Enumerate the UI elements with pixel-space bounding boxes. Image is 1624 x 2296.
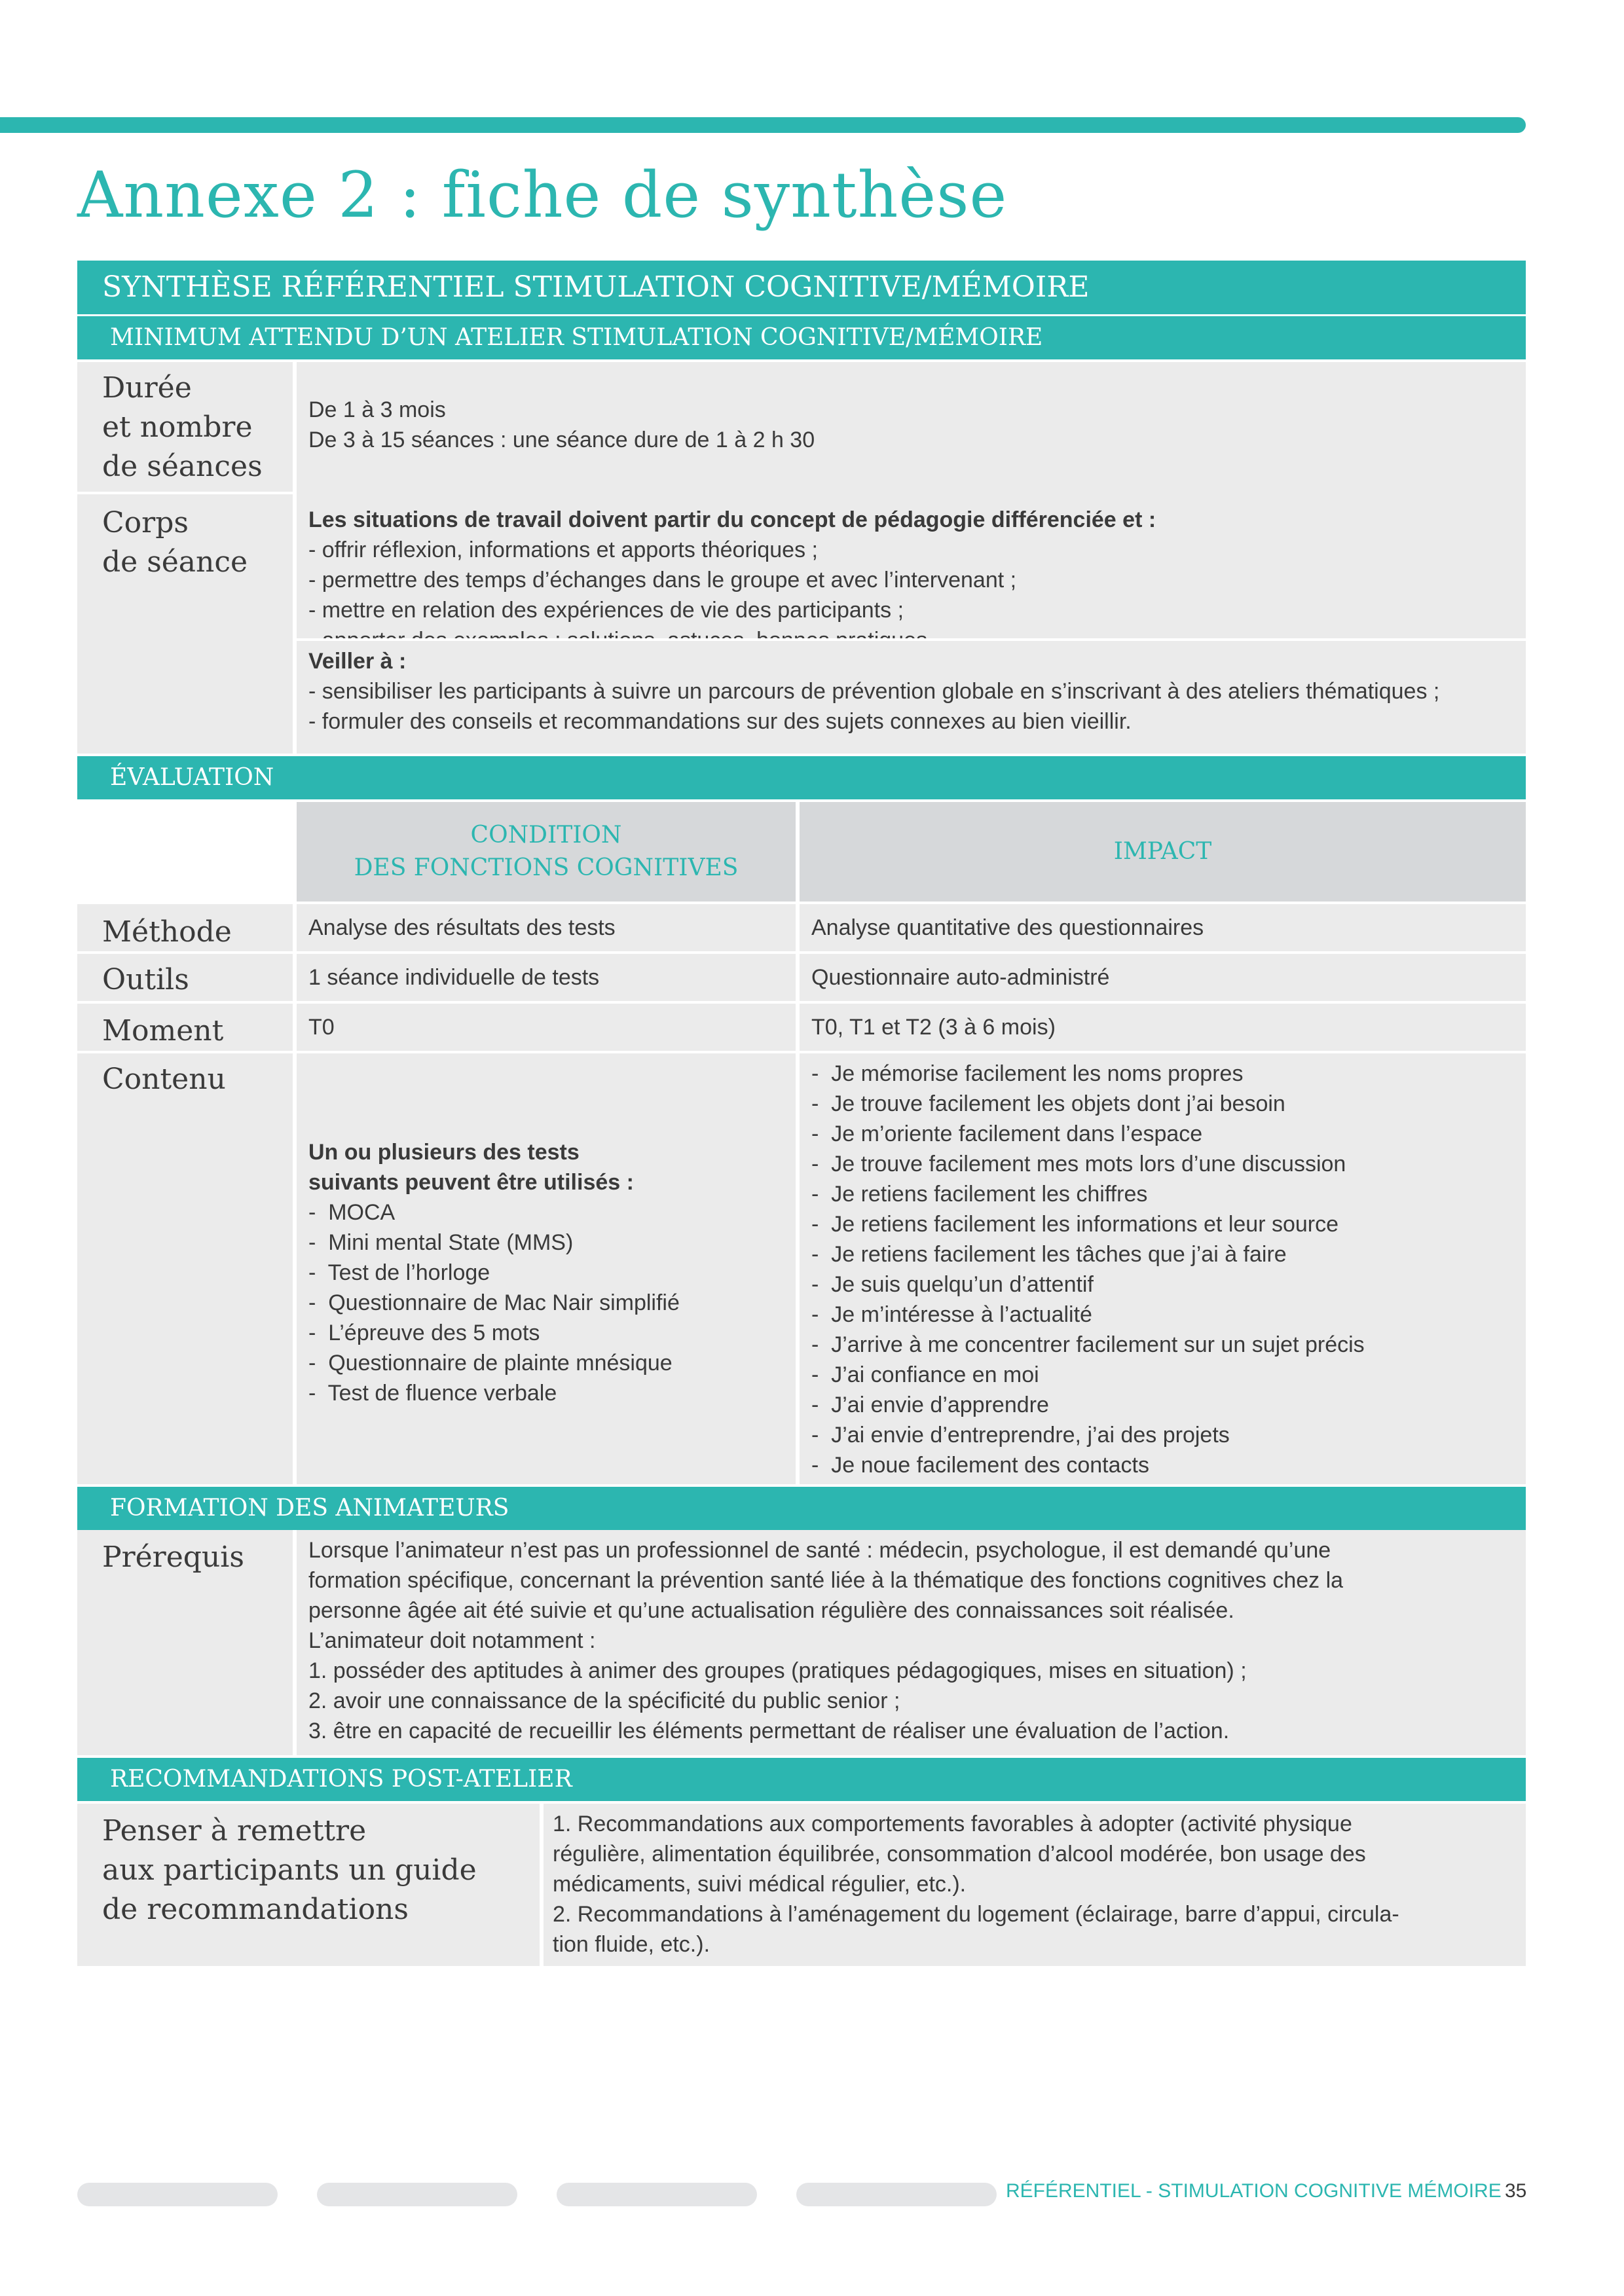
page-title: Annexe 2 : fiche de synthèse <box>77 158 1008 232</box>
test-item: - L’épreuve des 5 mots <box>308 1321 540 1345</box>
impact-item: - Je m’oriente facilement dans l’espace <box>811 1121 1203 1146</box>
moment-label: Moment <box>77 1004 293 1051</box>
contenu-label: Contenu <box>77 1053 293 1484</box>
test-item: - Questionnaire de plainte mnésique <box>308 1351 673 1376</box>
synthesis-table <box>77 261 1526 1966</box>
evaluation-header: ÉVALUATION <box>77 756 1526 799</box>
contenu-tests-intro: Un ou plusieurs des tests suivants peuvent être utilisés : <box>308 1140 634 1195</box>
duree-line: De 3 à 15 séances : une séance dure de 1 à 2 h 30 <box>308 428 815 452</box>
minimum-header: MINIMUM ATTENDU D’UN ATELIER STIMULATION COGNITIVE/MÉMOIRE <box>77 316 1526 359</box>
recommandation-line: 2. Recommandations à l’aménagement du logement (éclairage, barre d’appui, circula- <box>553 1902 1399 1927</box>
page-number: 35 <box>1505 2180 1527 2202</box>
moment-condition: T0 <box>297 1004 796 1051</box>
main-header: SYNTHÈSE RÉFÉRENTIEL STIMULATION COGNITIVE/MÉMOIRE <box>77 261 1526 314</box>
impact-item: - Je trouve facilement mes mots lors d’une discussion <box>811 1152 1346 1176</box>
corps-item: - offrir réflexion, informations et apports théoriques ; <box>308 538 818 562</box>
formation-header: FORMATION DES ANIMATEURS <box>77 1487 1526 1530</box>
veiller-item: - sensibiliser les participants à suivre un parcours de prévention globale en s’inscrivant à des ateliers thématiques ; <box>308 679 1440 704</box>
impact-item: - Je m’intéresse à l’actualité <box>811 1302 1092 1327</box>
duree-line: De 1 à 3 mois <box>308 397 446 422</box>
test-item: - Questionnaire de Mac Nair simplifié <box>308 1290 680 1315</box>
recommandation-line: 1. Recommandations aux comportements favorables à adopter (activité physique <box>553 1812 1352 1836</box>
test-item: - Test de fluence verbale <box>308 1381 557 1406</box>
impact-item: - J’ai envie d’entreprendre, j’ai des projets <box>811 1423 1230 1448</box>
condition-column-header: CONDITION DES FONCTIONS COGNITIVES <box>297 802 796 902</box>
impact-item: - Je retiens facilement les informations et leur source <box>811 1212 1339 1237</box>
impact-item: - J’ai confiance en moi <box>811 1362 1039 1387</box>
outils-label: Outils <box>77 954 293 1001</box>
footer-title: RÉFÉRENTIEL - STIMULATION COGNITIVE MÉMOIRE <box>1006 2180 1502 2202</box>
outils-condition: 1 séance individuelle de tests <box>297 954 796 1001</box>
duree-label: Durée et nombre de séances <box>77 362 293 492</box>
methode-label: Méthode <box>77 904 293 951</box>
corps-intro: Les situations de travail doivent partir du concept de pédagogie différenciée et : <box>308 507 1156 532</box>
recommandation-line: régulière, alimentation équilibrée, consommation d’alcool modérée, bon usage des <box>553 1842 1366 1867</box>
duree-content <box>297 362 1526 492</box>
contenu-impact <box>800 1053 1526 1484</box>
corps-content <box>297 492 1526 638</box>
corps-label: Corps de séance <box>77 492 293 754</box>
impact-item: - Je noue facilement des contacts <box>811 1453 1149 1478</box>
test-item: - Test de l’horloge <box>308 1260 490 1285</box>
top-accent-bar <box>0 117 1526 133</box>
recommandation-line: tion fluide, etc.). <box>553 1932 710 1957</box>
footer-decor-pill <box>317 2183 517 2206</box>
recommandations-content <box>544 1804 1526 1966</box>
test-item: - Mini mental State (MMS) <box>308 1230 574 1255</box>
footer-decor-pill <box>796 2183 997 2206</box>
outils-impact: Questionnaire auto-administré <box>800 954 1526 1001</box>
impact-item: - Je retiens facilement les chiffres <box>811 1182 1148 1207</box>
impact-item: - Je suis quelqu’un d’attentif <box>811 1272 1094 1297</box>
prerequis-label: Prérequis <box>77 1530 293 1755</box>
corps-item: - mettre en relation des expériences de vie des participants ; <box>308 598 904 623</box>
footer-decor-pill <box>557 2183 757 2206</box>
impact-item: - Je mémorise facilement les noms propres <box>811 1061 1244 1086</box>
veiller-title: Veiller à : <box>308 649 407 674</box>
prerequis-line: 1. posséder des aptitudes à animer des groupes (pratiques pédagogiques, mises en situation) ; <box>308 1658 1247 1683</box>
prerequis-line: 3. être en capacité de recueillir les éléments permettant de réaliser une évaluation de l’action. <box>308 1719 1230 1743</box>
methode-impact: Analyse quantitative des questionnaires <box>800 904 1526 951</box>
recommandations-label: Penser à remettre aux participants un guide de recommandations <box>77 1804 540 1966</box>
impact-item: - Je trouve facilement les objets dont j’ai besoin <box>811 1091 1285 1116</box>
moment-impact: T0, T1 et T2 (3 à 6 mois) <box>800 1004 1526 1051</box>
prerequis-line: 2. avoir une connaissance de la spécificité du public senior ; <box>308 1688 900 1713</box>
veiller-item: - formuler des conseils et recommandations sur des sujets connexes au bien vieillir. <box>308 709 1132 734</box>
footer-decor-pill <box>77 2183 278 2206</box>
prerequis-line: personne âgée ait été suivie et qu’une actualisation régulière des connaissances soit réalisée. <box>308 1598 1234 1623</box>
prerequis-line: formation spécifique, concernant la prévention santé liée à la thématique des fonctions cognitives chez la <box>308 1568 1344 1593</box>
test-item: - MOCA <box>308 1200 396 1225</box>
prerequis-line: Lorsque l’animateur n’est pas un professionnel de santé : médecin, psychologue, il est demandé qu’une <box>308 1538 1331 1563</box>
methode-condition: Analyse des résultats des tests <box>297 904 796 951</box>
veiller-content <box>297 641 1526 754</box>
prerequis-line: L’animateur doit notamment : <box>308 1628 596 1653</box>
impact-item: - J’ai envie d’apprendre <box>811 1393 1049 1417</box>
impact-item: - J’arrive à me concentrer facilement sur un sujet précis <box>811 1332 1365 1357</box>
corps-item: - permettre des temps d’échanges dans le groupe et avec l’intervenant ; <box>308 568 1017 592</box>
impact-column-header: IMPACT <box>800 802 1526 902</box>
contenu-condition <box>297 1053 796 1484</box>
recommandations-header: RECOMMANDATIONS POST-ATELIER <box>77 1758 1526 1801</box>
recommandation-line: médicaments, suivi médical régulier, etc.). <box>553 1872 967 1897</box>
prerequis-content <box>297 1530 1526 1755</box>
impact-item: - Je retiens facilement les tâches que j’ai à faire <box>811 1242 1287 1267</box>
